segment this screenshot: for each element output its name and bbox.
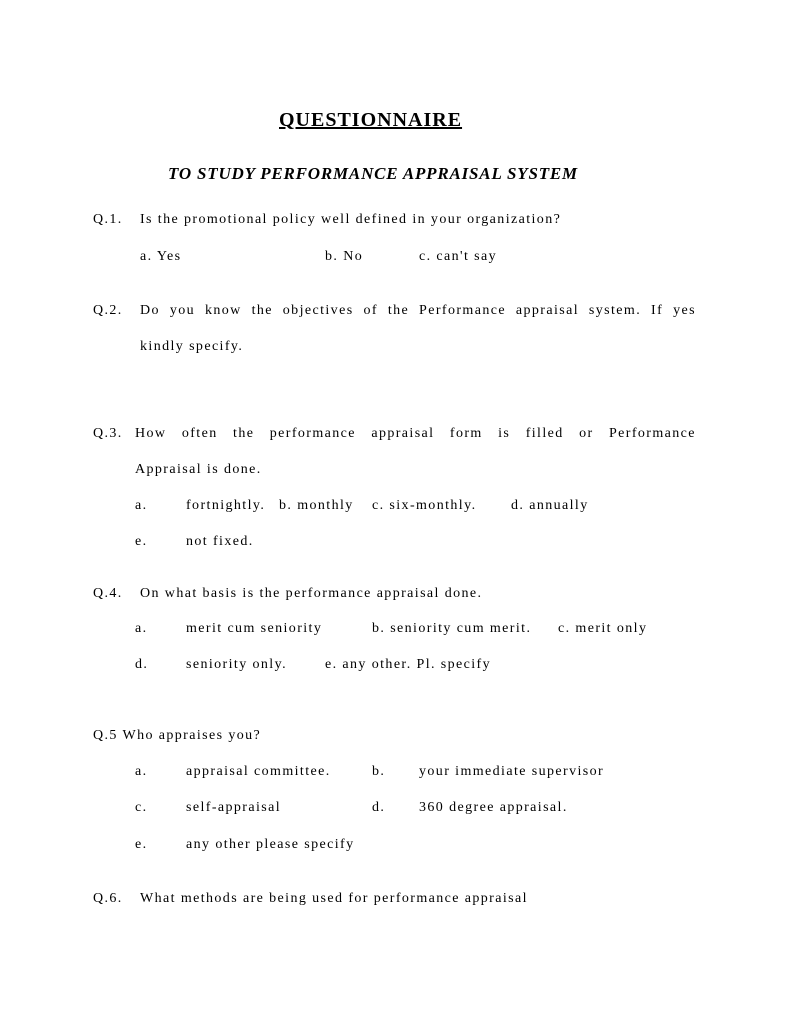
q2-word: appraisal [515, 303, 580, 318]
q3-word: the [233, 426, 255, 441]
q3-text-line1 [135, 426, 696, 442]
q5-option-b: your immediate supervisor [419, 764, 605, 779]
q3-word: or [579, 426, 594, 441]
q2-word: the [387, 303, 410, 318]
q3-word: Performance [608, 426, 696, 441]
q4-option-d: seniority only. [186, 657, 287, 672]
q2-word: system. [588, 303, 642, 318]
q2-word: the [251, 303, 273, 318]
q4-number: Q.4. [93, 586, 123, 601]
q2-word: objectives [282, 303, 354, 318]
q3-word: performance [269, 426, 356, 441]
q3-word: often [181, 426, 218, 441]
q5-option-b-letter: b. [372, 764, 386, 779]
q4-option-e: e. any other. Pl. specify [325, 657, 492, 672]
q3-word: appraisal [371, 426, 435, 441]
q2-text-line1 [140, 303, 696, 319]
q6-text: What methods are being used for performance appraisal [140, 891, 528, 906]
q5-text: Q.5 Who appraises you? [93, 728, 262, 743]
q5-option-d-letter: d. [372, 800, 386, 815]
q3-word: How [135, 426, 167, 441]
q2-word: Performance [419, 303, 506, 318]
q3-text-line2: Appraisal is done. [135, 462, 262, 477]
q2-word: know [204, 303, 242, 318]
q3-number: Q.3. [93, 426, 123, 441]
q5-option-a-letter: a. [135, 764, 148, 779]
q4-text: On what basis is the performance appraisal done. [140, 586, 483, 601]
q4-option-a: merit cum seniority [186, 621, 323, 636]
q3-word: form [449, 426, 483, 441]
q4-option-b: b. seniority cum merit. [372, 621, 532, 636]
q2-word: Do [140, 303, 160, 318]
q3-option-b: b. monthly [279, 498, 354, 513]
q1-option-b: b. No [325, 249, 364, 264]
q4-option-a-letter: a. [135, 621, 148, 636]
q3-option-c: c. six-monthly. [372, 498, 477, 513]
q3-word: is [498, 426, 511, 441]
q5-option-c-letter: c. [135, 800, 148, 815]
q3-option-a-letter: a. [135, 498, 148, 513]
q5-option-e-letter: e. [135, 837, 148, 852]
document-subtitle: TO STUDY PERFORMANCE APPRAISAL SYSTEM [168, 164, 578, 183]
q6-number: Q.6. [93, 891, 123, 906]
q3-word: filled [525, 426, 564, 441]
q2-word: of [363, 303, 378, 318]
q5-option-e: any other please specify [186, 837, 355, 852]
q3-option-d: d. annually [511, 498, 589, 513]
q3-option-a: fortnightly. [186, 498, 266, 513]
q4-option-c: c. merit only [558, 621, 648, 636]
q1-number: Q.1. [93, 212, 123, 227]
q1-option-a: a. Yes [140, 249, 182, 264]
q3-option-e: not fixed. [186, 534, 254, 549]
q2-word: If [651, 303, 664, 318]
q2-word: you [169, 303, 196, 318]
q2-word: yes [673, 303, 696, 318]
q2-number: Q.2. [93, 303, 123, 318]
q5-option-a: appraisal committee. [186, 764, 331, 779]
document-title: QUESTIONNAIRE [279, 109, 463, 131]
q5-option-c: self-appraisal [186, 800, 282, 815]
q3-option-e-letter: e. [135, 534, 148, 549]
q5-option-d: 360 degree appraisal. [419, 800, 568, 815]
q2-text-line2: kindly specify. [140, 339, 244, 354]
q1-text: Is the promotional policy well defined in your organization? [140, 212, 562, 227]
q4-option-d-letter: d. [135, 657, 149, 672]
q1-option-c: c. can't say [419, 249, 498, 264]
